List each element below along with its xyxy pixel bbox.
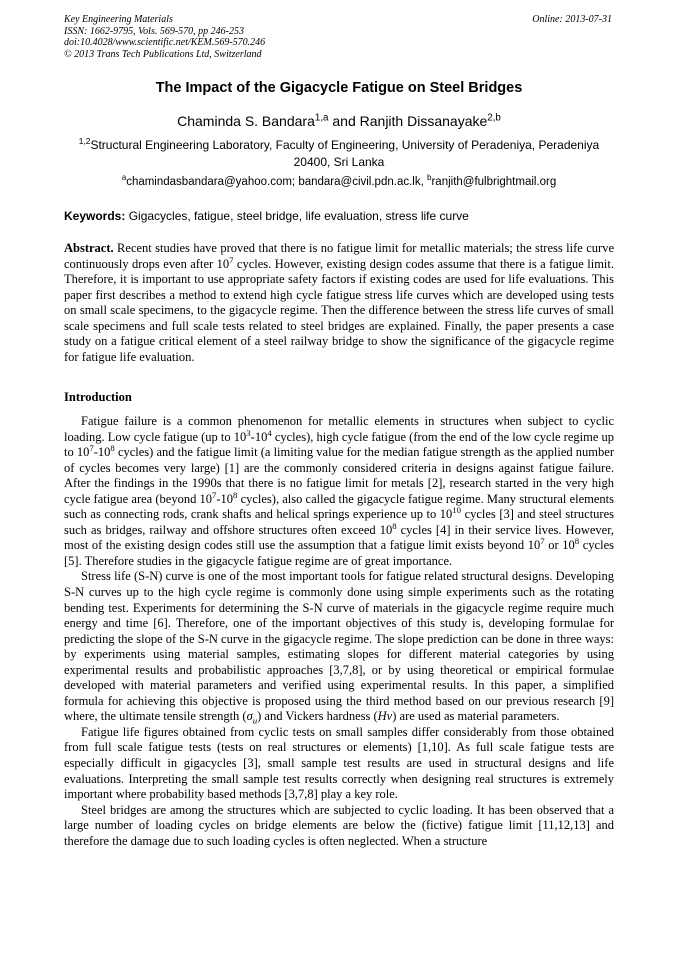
abstract-text: Recent studies have proved that there is no fatigue limit for metallic materials; the stress life curve continuously drops even after 10 [64, 241, 614, 271]
paragraph-text: cycles [5]. Therefore studies in the gigacycle fatigue regime are of great importance. [64, 538, 614, 568]
abstract-text: cycles. However, existing design codes assume that there is a fatigue limit. Therefore, it is important to use appropriate safety factors if existing codes are used for life evaluations. This paper first describes a method to extend high cycle fatigue stress life curves which are developed using tests on small scale specimens, to the gigacycle regime. Then the difference between the stress life curves of small scale specimens and full scale tests related to steel bridges are explained. Finally, the paper presents a case study on a fatigue critical element of a steel railway bridge to show the significance of the gigacycle regime for fatigue life evaluation. [64, 256, 614, 364]
paragraph-text: cycles [3] and steel structures such as bridges, railway and offshore structures often exceed 10 [64, 507, 614, 537]
keywords [64, 209, 614, 223]
journal-header [64, 14, 265, 60]
exponent: 7 [89, 442, 94, 453]
paragraph-4: Steel bridges are among the structures which are subjected to cyclic loading. It has been observed that a large number of loading cycles on bridge elements are below the (fictive) fatigue limit [11,12,13] and therefore the damage due to such loading cycles is often neglected. When a structure [64, 802, 614, 848]
paragraph-text: -10 [250, 429, 268, 444]
exponent: 10 [452, 505, 462, 516]
journal-doi: doi:10.4028/www.scientific.net/KEM.569-570.246 [64, 37, 266, 48]
paragraph-text: cycles [4] in their service lives. However, most of the existing design codes still use the assumption that a fatigue limit exists beyond 10 [64, 522, 614, 553]
email-a: chamindasbandara@yahoo.com; bandara@civil.pdn.ac.lk, [126, 176, 427, 188]
keywords-label: Keywords: [64, 209, 126, 223]
paragraph-2 [64, 569, 614, 724]
author-conjunction: and [328, 113, 360, 129]
exponent: 8 [392, 520, 397, 531]
exponent: 8 [233, 489, 238, 500]
exponent: 4 [267, 427, 272, 438]
exponent: 8 [574, 536, 580, 547]
paragraph-text: or 10 [544, 538, 575, 553]
paragraph-text: cycles), high cycle fatigue (from the end of the low cycle regime up to 10 [64, 429, 614, 460]
exponent: 3 [246, 427, 251, 438]
paragraph-text: ) are used as material parameters. [392, 709, 560, 724]
paragraph-1 [64, 414, 614, 569]
author-2-affil: 2,b [487, 112, 501, 124]
author-2: Ranjith Dissanayake [359, 113, 488, 129]
affiliation-text: Structural Engineering Laboratory, Faculty of Engineering, University of Peradeniya, Peradeniya 20400, Sri Lanka [90, 138, 600, 169]
abstract-label: Abstract. [64, 241, 114, 255]
paragraph-text: -10 [93, 445, 111, 460]
abstract [64, 241, 614, 365]
email-b: ranjith@fulbrightmail.org [431, 176, 557, 188]
paper-title: The Impact of the Gigacycle Fatigue on Steel Bridges [155, 80, 523, 96]
exponent: 7 [211, 489, 217, 500]
online-date: Online: 2013-07-31 [532, 14, 612, 25]
author-line [0, 113, 678, 129]
paragraph-text: -10 [216, 491, 234, 506]
author-emails [0, 173, 678, 188]
section-heading-introduction: Introduction [64, 390, 132, 404]
affiliation [64, 137, 614, 171]
journal-issn: ISSN: 1662-9795, Vols. 569-570, pp 246-253 [64, 25, 244, 37]
author-1: Chaminda S. Bandara [177, 113, 315, 129]
email-a-marker: a [121, 173, 127, 183]
paragraph-text: Stress life (S-N) curve is one of the most important tools for fatigue related structural designs. Developing S-N curves up to the high cycle regime is commonly done using simple experiments such as the rotating bending test. Experiments for determining the S-N curve of materials in the gigacycle regime require much energy and time [6]. Therefore, one of the important objectives of this study is, developing formulae for predicting the slope of the S-N curve in the gigacycle regime. The slope prediction can be done in three ways: by experiments using material samples, estimating slopes for different material categories by using experimental results and probabilistic approaches [3,7,8], or by using theoretical or empirical formulae developed with material parameters and verified using experimental results. In this paper, a simplified formula for achieving this objective is proposed using the third method based on our previous research [9] where, the ultimate tensile strength ( [64, 569, 614, 724]
paragraph-text: cycles), also called the gigacycle fatigue regime. Many structural elements such as connecting rods, crank shafts and helical springs experience up to 10 [64, 491, 614, 522]
keywords-text: Gigacycles, fatigue, steel bridge, life evaluation, stress life curve [125, 209, 469, 223]
abstract-exponent: 7 [229, 254, 234, 265]
paragraph-text: Fatigue failure is a common phenomenon for metallic elements in structures when subject to cyclic loading. Low cycle fatigue (up to 10 [64, 414, 614, 444]
exponent: 7 [540, 536, 545, 547]
author-1-affil: 1,a [314, 112, 329, 124]
paragraph-text: cycles) and the fatigue limit (a limiting value for the median fatigue strength as the applied number of cycles becomes very large) [1] are the commonly considered criteria in designs against fatigue failure. After the findings in the 1990s that there is no fatigue limit for metals [2], research started in the very high cycle fatigue area (beyond 10 [64, 445, 614, 506]
symbol-hv: Hv [377, 709, 393, 724]
affiliation-marker: 1,2 [78, 136, 91, 146]
email-b-marker: b [426, 173, 432, 183]
symbol-sigma: σ [246, 709, 253, 724]
journal-name: Key Engineering Materials [64, 14, 173, 25]
journal-copyright: © 2013 Trans Tech Publications Ltd, Switzerland [64, 48, 262, 60]
symbol-subscript: u [252, 715, 258, 726]
paragraph-text: ) and Vickers hardness ( [257, 709, 378, 724]
exponent: 8 [110, 442, 115, 453]
paragraph-3: Fatigue life figures obtained from cyclic tests on small samples differ considerably from those obtained from full scale fatigue tests (tests on real structures or elements) [1,10]. As full scale fatigue tests are especially difficult in gigacycles [3], small sample test results are used in structural designs and life evaluations. Interpreting the small sample test results correctly when designing real structures is extremely important where probability based methods [3,7,8] play a key role. [64, 724, 614, 802]
introduction-body [64, 414, 614, 849]
